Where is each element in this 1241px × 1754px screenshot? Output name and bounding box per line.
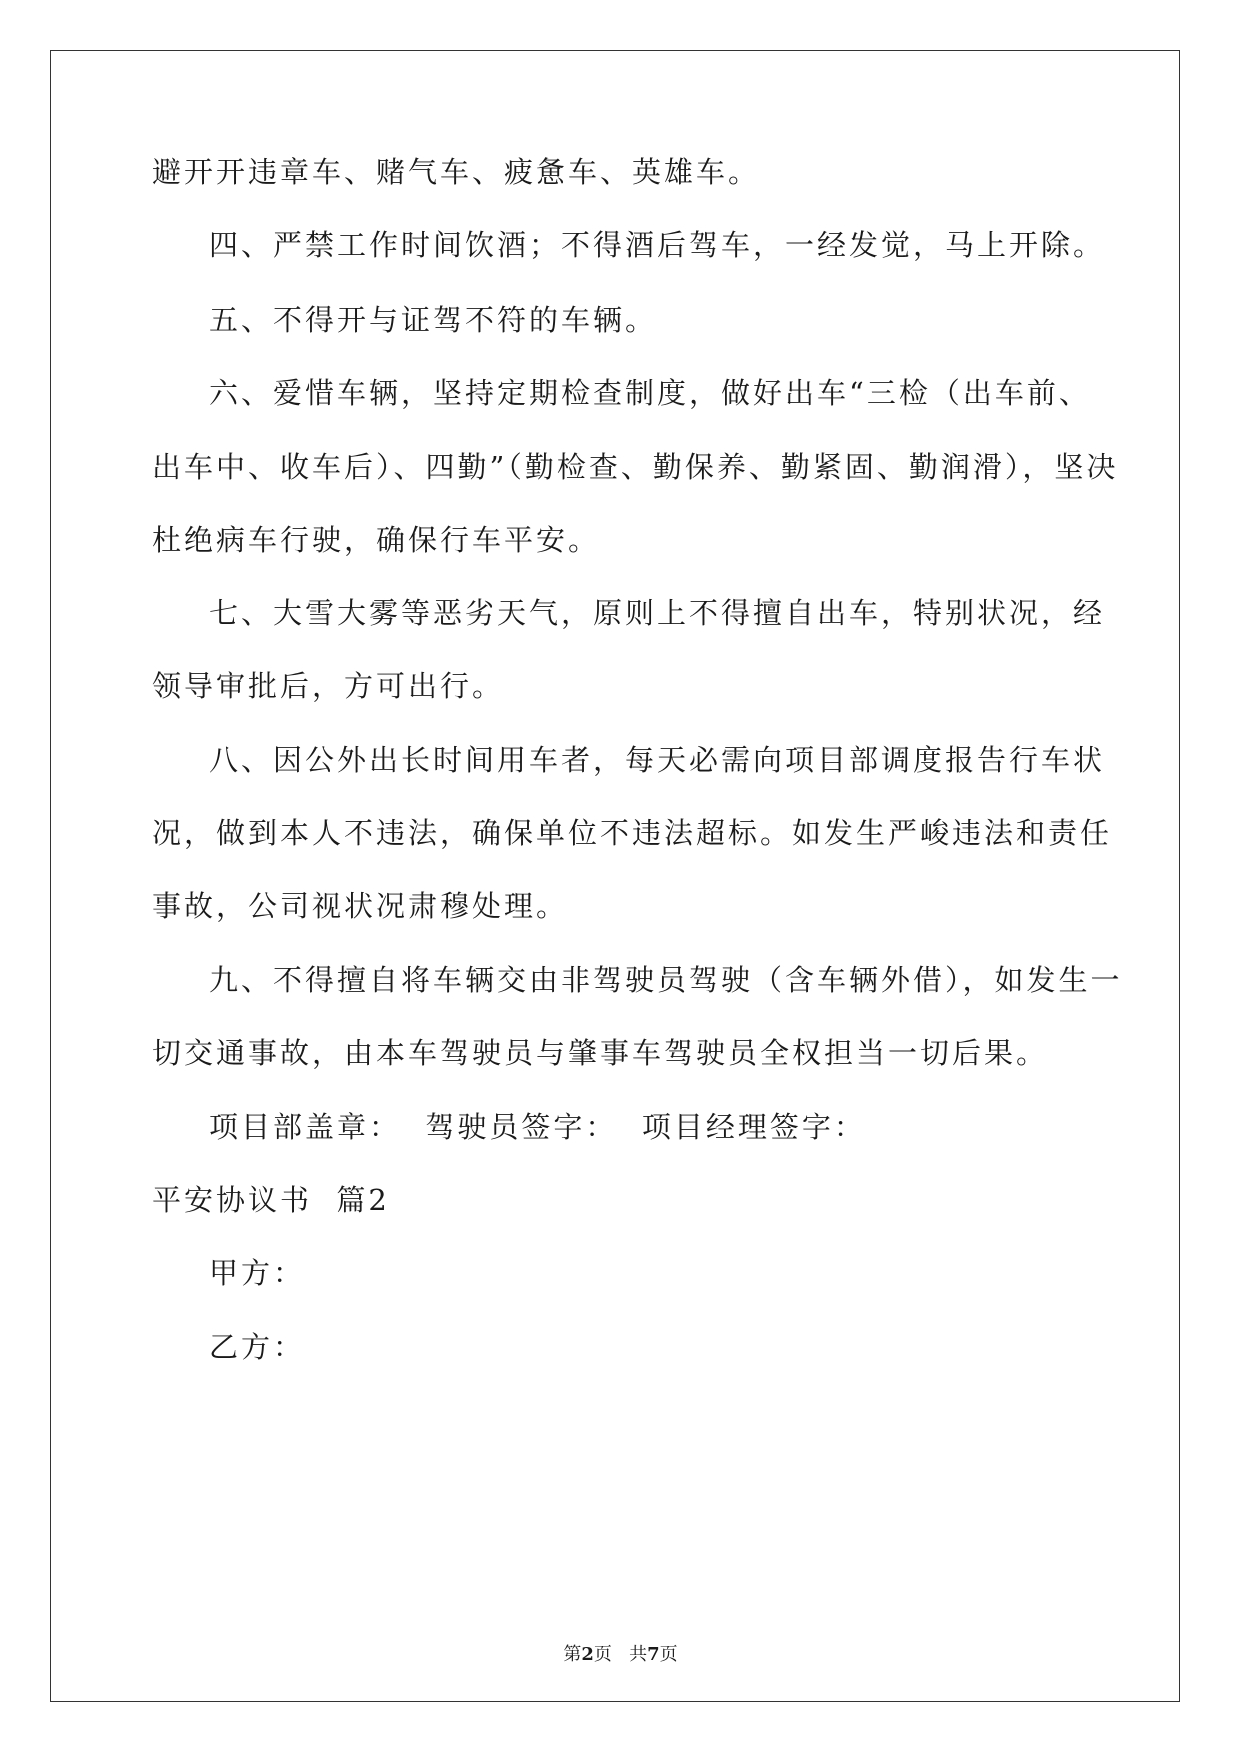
paragraph-item-8: 八、因公外出长时间用车者，每天必需向项目部调度报告行车状 bbox=[209, 743, 1106, 777]
text-line: 出车中、收车后）、四勤”（勤检查、勤保养、勤紧固、勤润滑），坚决 bbox=[152, 450, 1119, 484]
section-title: 平安协议书 篇2 bbox=[152, 1183, 390, 1217]
page-label-prefix: 第 bbox=[563, 1644, 582, 1665]
party-b-label: 乙方： bbox=[209, 1330, 306, 1364]
paragraph-item-7: 七、大雪大雾等恶劣天气，原则上不得擅自出车，特别状况，经 bbox=[209, 596, 1106, 630]
page-footer bbox=[0, 1643, 1241, 1667]
text-line: 杜绝病车行驶，确保行车平安。 bbox=[152, 523, 601, 557]
page-border bbox=[50, 50, 1180, 1702]
paragraph-item-4: 四、严禁工作时间饮酒；不得酒后驾车，一经发觉，马上开除。 bbox=[209, 228, 1106, 262]
paragraph-item-6: 六、爱惜车辆，坚持定期检查制度，做好出车“三检（出车前、 bbox=[209, 376, 1091, 410]
text-line: 领导审批后，方可出行。 bbox=[152, 669, 505, 703]
text-line: 避开开违章车、赌气车、疲惫车、英雄车。 bbox=[152, 155, 761, 189]
page-label-suffix: 页 bbox=[659, 1644, 678, 1665]
paragraph-item-5: 五、不得开与证驾不符的车辆。 bbox=[209, 303, 658, 337]
paragraph-item-9: 九、不得擅自将车辆交由非驾驶员驾驶（含车辆外借），如发生一 bbox=[209, 963, 1123, 997]
page-total: 7 bbox=[647, 1644, 660, 1665]
text-line: 况，做到本人不违法，确保单位不违法超标。如发生严峻违法和责任 bbox=[152, 816, 1113, 850]
text-line: 切交通事故，由本车驾驶员与肇事车驾驶员全权担当一切后果。 bbox=[152, 1036, 1049, 1070]
party-a-label: 甲方： bbox=[209, 1256, 306, 1290]
signature-line: 项目部盖章： 驾驶员签字： 项目经理签字： bbox=[209, 1110, 866, 1144]
page-current: 2 bbox=[581, 1644, 594, 1665]
page-label-mid: 页 共 bbox=[593, 1644, 648, 1665]
text-line: 事故，公司视状况肃穆处理。 bbox=[152, 889, 569, 923]
